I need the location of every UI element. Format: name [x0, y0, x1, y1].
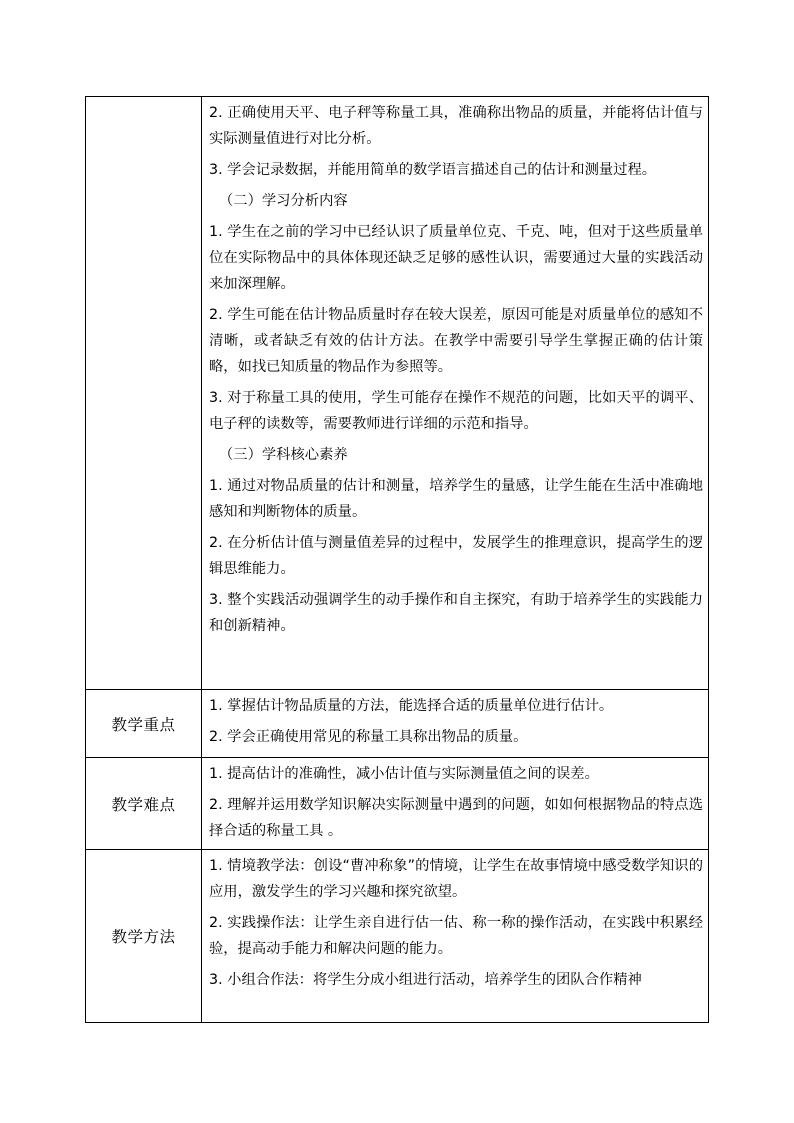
table-row-key-points [86, 690, 709, 758]
row-label-methods: 教学方法 [86, 850, 202, 1023]
list-item: 2. 正确使用天平、电子秤等称量工具，准确称出物品的质量，并能将估计值与实际测量值进行对比分析。 [209, 105, 703, 147]
list-item: 3. 整个实践活动强调学生的动手操作和自主探究，有助于培养学生的实践能力和创新精神。 [209, 592, 703, 634]
row-label-empty [86, 97, 202, 690]
table-row-difficulties [86, 758, 709, 850]
list-item: 2. 学生可能在估计物品质量时存在较大误差，原因可能是对质量单位的感知不清晰，或者缺乏有效的估计方法。在教学中需要引导学生掌握正确的估计策略，如找已知质量的物品作为参照等。 [209, 307, 703, 375]
table-row-methods [86, 850, 709, 1023]
list-item: 3. 小组合作法：将学生分成小组进行活动，培养学生的团队合作精神 [209, 972, 642, 988]
lesson-plan-table [85, 96, 709, 1023]
list-item: 1. 通过对物品质量的估计和测量，培养学生的量感，让学生能在生活中准确地感知和判断物体的质量。 [209, 478, 703, 520]
section-heading: （三）学科核心素养 [219, 447, 348, 463]
list-item: 3. 学会记录数据，并能用简单的数学语言描述自己的估计和测量过程。 [209, 162, 657, 178]
table-row-objectives [86, 97, 709, 690]
list-item: 1. 情境教学法：创设“曹冲称象”的情境，让学生在故事情境中感受数学知识的应用，激发学生的学习兴趣和探究欲望。 [209, 858, 703, 900]
row-content-objectives [202, 97, 709, 690]
section-heading: （二）学习分析内容 [219, 193, 348, 209]
list-item: 3. 对于称量工具的使用，学生可能存在操作不规范的问题，比如天平的调平、电子秤的读数等，需要教师进行详细的示范和指导。 [209, 390, 703, 432]
list-item: 1. 学生在之前的学习中已经认识了质量单位克、千克、吨，但对于这些质量单位在实际物品中的具体体现还缺乏足够的感性认识，需要通过大量的实践活动来加深理解。 [209, 224, 703, 292]
list-item: 2. 理解并运用数学知识解决实际测量中遇到的问题，如如何根据物品的特点选择合适的称量工具 。 [209, 797, 703, 839]
row-content-methods [202, 850, 709, 1023]
row-label-key-points: 教学重点 [86, 690, 202, 758]
list-item: 2. 学会正确使用常见的称量工具称出物品的质量。 [209, 729, 528, 745]
row-label-difficulties: 教学难点 [86, 758, 202, 850]
row-content-key-points [202, 690, 709, 758]
list-item: 1. 提高估计的准确性，减小估计值与实际测量值之间的误差。 [209, 766, 599, 782]
list-item: 2. 在分析估计值与测量值差异的过程中，发展学生的推理意识，提高学生的逻辑思维能力。 [209, 535, 703, 577]
list-item: 2. 实践操作法：让学生亲自进行估一估、称一称的操作活动，在实践中积累经验，提高动手能力和解决问题的能力。 [209, 915, 703, 957]
list-item: 1. 掌握估计物品质量的方法，能选择合适的质量单位进行估计。 [209, 698, 614, 714]
row-content-difficulties [202, 758, 709, 850]
